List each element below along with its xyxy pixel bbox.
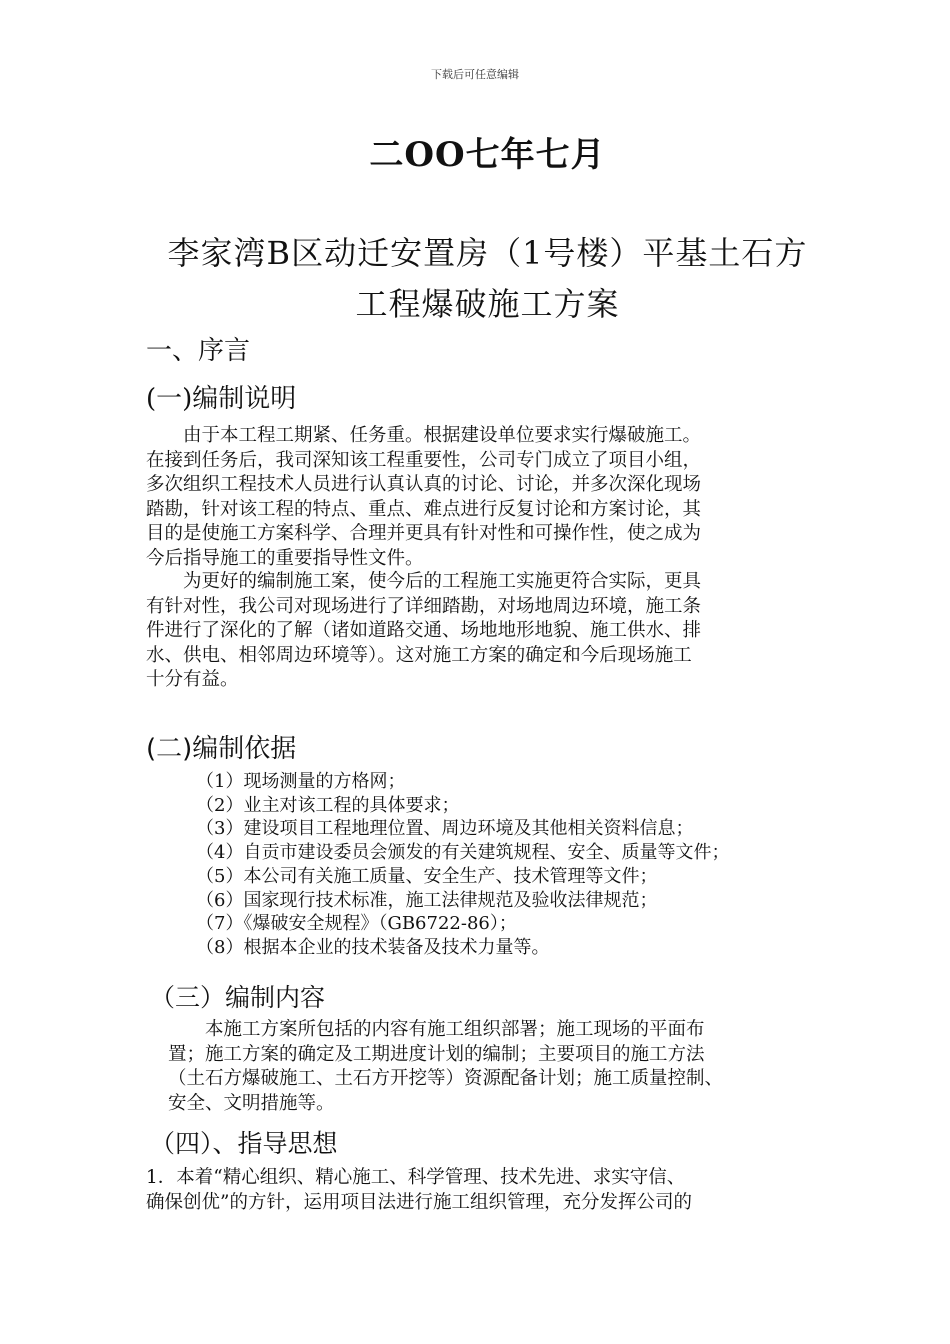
paragraph-line: 在接到任务后，我司深知该工程重要性，公司专门成立了项目小组， xyxy=(146,449,702,471)
paragraph-line: 今后指导施工的重要指导性文件。 xyxy=(146,547,424,569)
paragraph-line: 十分有益。 xyxy=(146,669,239,690)
paragraph-line: 置；施工方案的确定及工期进度计划的编制；主要项目的施工方法 xyxy=(168,1043,705,1065)
paragraph-description-1 xyxy=(146,424,701,571)
document-title-line-1: 李家湾B区动迁安置房（1号楼）平基土石方 xyxy=(167,234,808,272)
subsection-heading-guiding-idea: （四）、指导思想 xyxy=(150,1129,338,1158)
subsection-heading-description: (一)编制说明 xyxy=(146,384,297,414)
paragraph-line: 目的是使施工方案科学、合理并更具有针对性和可操作性，使之成为 xyxy=(146,523,702,544)
paragraph-line: 多次组织工程技术人员进行认真认真的讨论、讨论，并多次深化现场 xyxy=(146,474,702,495)
subsection-heading-content: （三）编制内容 xyxy=(150,983,326,1012)
paragraph-line: 安全、文明措施等。 xyxy=(168,1092,335,1114)
list-item: （3）建设项目工程地理位置、周边环境及其他相关资料信息； xyxy=(196,818,694,840)
list-item: （6）国家现行技术标准，施工法律规范及验收法律规范； xyxy=(196,889,658,911)
date-title: 二OO七年七月 xyxy=(369,135,606,175)
paragraph-line: 件进行了深化的了解（诸如道路交通、场地地形地貌、施工供水、排 xyxy=(146,620,702,641)
section-heading-preface: 一、序言 xyxy=(146,336,251,366)
subsection-heading-basis: (二)编制依据 xyxy=(146,734,297,764)
list-item: （1）现场测量的方格网； xyxy=(196,771,406,792)
paragraph-line: 踏勘，针对该工程的特点、重点、难点进行反复讨论和方案讨论，其 xyxy=(146,498,702,520)
paragraph-line: 水、供电、相邻周边环境等）。这对施工方案的确定和今后现场施工 xyxy=(146,644,692,666)
list-item: （8）根据本企业的技术装备及技术力量等。 xyxy=(196,936,550,958)
document-title-line-2: 工程爆破施工方案 xyxy=(355,285,620,323)
paragraph-description-2 xyxy=(146,570,701,693)
paragraph-line: 由于本工程工期紧、任务重。根据建设单位要求实行爆破施工。 xyxy=(146,425,702,446)
paragraph-line: 确保创优”的方针，运用项目法进行施工组织管理，充分发挥公司的 xyxy=(146,1191,692,1213)
paragraph-line: 1．本着“精心组织、精心施工、科学管理、技术先进、求实守信、 xyxy=(146,1167,686,1188)
paragraph-line: 本施工方案所包括的内容有施工组织部署；施工现场的平面布 xyxy=(168,1019,705,1040)
paragraph-line: 有针对性，我公司对现场进行了详细踏勘，对场地周边环境，施工条 xyxy=(146,595,702,617)
paragraph-guiding-idea xyxy=(146,1166,692,1215)
list-item: （5）本公司有关施工质量、安全生产、技术管理等文件； xyxy=(196,865,658,887)
basis-list xyxy=(196,770,729,960)
list-item: （4）自贡市建设委员会颁发的有关建筑规程、安全、质量等文件； xyxy=(196,842,730,864)
list-item: （2）业主对该工程的具体要求； xyxy=(196,794,460,816)
list-item: （7）《爆破安全规程》（GB6722-86）； xyxy=(196,913,517,935)
header-note: 下载后可任意编辑 xyxy=(431,68,519,81)
paragraph-line: 为更好的编制施工案，使今后的工程施工实施更符合实际，更具 xyxy=(146,571,702,592)
paragraph-line: （土石方爆破施工、土石方开挖等）资源配备计划；施工质量控制、 xyxy=(168,1068,724,1089)
paragraph-content xyxy=(168,1018,723,1116)
